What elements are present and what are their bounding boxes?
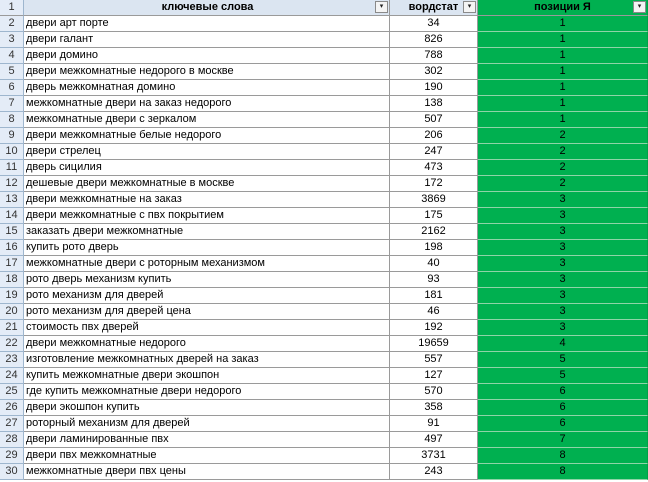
position-cell[interactable]: 4 [478,336,648,352]
column-header-wordstat[interactable] [390,0,478,16]
wordstat-cell[interactable]: 93 [390,272,478,288]
table-row [0,368,648,384]
row-number[interactable]: 25 [0,384,24,400]
position-cell[interactable]: 1 [478,64,648,80]
table-row [0,256,648,272]
row-number[interactable]: 13 [0,192,24,208]
position-cell[interactable]: 3 [478,256,648,272]
keyword-cell[interactable]: рото дверь механизм купить [24,272,390,288]
table-row [0,96,648,112]
wordstat-cell[interactable]: 358 [390,400,478,416]
keyword-cell[interactable]: межкомнатные двери с роторным механизмом [24,256,390,272]
wordstat-cell[interactable]: 243 [390,464,478,480]
keyword-cell[interactable]: дешевые двери межкомнатные в москве [24,176,390,192]
row-number[interactable]: 20 [0,304,24,320]
position-cell[interactable]: 1 [478,16,648,32]
row-number[interactable]: 15 [0,224,24,240]
table-row [0,304,648,320]
wordstat-cell[interactable]: 473 [390,160,478,176]
wordstat-cell[interactable]: 3869 [390,192,478,208]
row-number[interactable]: 16 [0,240,24,256]
table-row [0,176,648,192]
table-row [0,336,648,352]
position-cell[interactable]: 2 [478,144,648,160]
keyword-cell[interactable]: двери межкомнатные недорого в москве [24,64,390,80]
wordstat-cell[interactable]: 127 [390,368,478,384]
keyword-cell[interactable]: стоимость пвх дверей [24,320,390,336]
position-cell[interactable]: 3 [478,272,648,288]
row-number[interactable]: 26 [0,400,24,416]
wordstat-cell[interactable]: 497 [390,432,478,448]
wordstat-cell[interactable]: 138 [390,96,478,112]
keyword-cell[interactable]: купить межкомнатные двери экошпон [24,368,390,384]
position-cell[interactable]: 6 [478,384,648,400]
position-cell[interactable]: 8 [478,448,648,464]
column-header-wordstat-label: вордстат [408,1,459,13]
keyword-cell[interactable]: изготовление межкомнатных дверей на заказ [24,352,390,368]
wordstat-cell[interactable]: 181 [390,288,478,304]
position-cell[interactable]: 2 [478,176,648,192]
wordstat-cell[interactable]: 507 [390,112,478,128]
position-cell[interactable]: 3 [478,224,648,240]
table-row [0,464,648,480]
position-cell[interactable]: 6 [478,400,648,416]
row-number[interactable]: 4 [0,48,24,64]
keyword-cell[interactable]: купить рото дверь [24,240,390,256]
keyword-cell[interactable]: двери галант [24,32,390,48]
keyword-cell[interactable]: роторный механизм для дверей [24,416,390,432]
table-row [0,224,648,240]
row-number[interactable]: 8 [0,112,24,128]
filter-dropdown-icon[interactable]: ▾ [375,1,388,13]
keyword-cell[interactable]: межкомнатные двери на заказ недорого [24,96,390,112]
table-row [0,352,648,368]
table-row [0,208,648,224]
row-number[interactable]: 7 [0,96,24,112]
position-cell[interactable]: 7 [478,432,648,448]
table-row [0,384,648,400]
position-cell[interactable]: 2 [478,128,648,144]
wordstat-cell[interactable]: 34 [390,16,478,32]
row-number[interactable]: 28 [0,432,24,448]
table-row [0,128,648,144]
position-cell[interactable]: 5 [478,368,648,384]
table-row [0,32,648,48]
position-cell[interactable]: 3 [478,320,648,336]
row-number[interactable]: 19 [0,288,24,304]
keyword-cell[interactable]: двери пвх межкомнатные [24,448,390,464]
table-row [0,320,648,336]
keyword-cell[interactable]: двери экошпон купить [24,400,390,416]
row-number[interactable]: 9 [0,128,24,144]
column-header-positions[interactable] [478,0,648,16]
table-row [0,416,648,432]
keyword-cell[interactable]: двери межкомнатные белые недорого [24,128,390,144]
position-cell[interactable]: 3 [478,192,648,208]
wordstat-cell[interactable]: 172 [390,176,478,192]
table-row [0,400,648,416]
table-row [0,48,648,64]
row-number[interactable]: 24 [0,368,24,384]
keyword-cell[interactable]: межкомнатные двери пвх цены [24,464,390,480]
row-number[interactable]: 5 [0,64,24,80]
column-header-keywords[interactable] [24,0,390,16]
row-number[interactable]: 11 [0,160,24,176]
table-row [0,64,648,80]
wordstat-cell[interactable]: 557 [390,352,478,368]
wordstat-cell[interactable]: 570 [390,384,478,400]
row-number[interactable]: 27 [0,416,24,432]
position-cell[interactable]: 5 [478,352,648,368]
keyword-cell[interactable]: рото механизм для дверей цена [24,304,390,320]
column-header-keywords-label: ключевые слова [161,1,254,13]
keyword-cell[interactable]: заказать двери межкомнатные [24,224,390,240]
table-row [0,160,648,176]
row-number[interactable]: 10 [0,144,24,160]
row-number[interactable]: 2 [0,16,24,32]
row-number[interactable]: 12 [0,176,24,192]
keyword-cell[interactable]: где купить межкомнатные двери недорого [24,384,390,400]
table-row [0,16,648,32]
table-row [0,192,648,208]
row-number[interactable]: 17 [0,256,24,272]
keyword-cell[interactable]: двери межкомнатные с пвх покрытием [24,208,390,224]
row-number[interactable]: 30 [0,464,24,480]
wordstat-cell[interactable]: 190 [390,80,478,96]
row-number[interactable]: 14 [0,208,24,224]
table-row [0,448,648,464]
wordstat-cell[interactable]: 19659 [390,336,478,352]
wordstat-cell[interactable]: 46 [390,304,478,320]
sort-filter-icon[interactable]: ▾ [633,1,646,13]
keyword-cell[interactable]: двери ламинированные пвх [24,432,390,448]
position-cell[interactable]: 8 [478,464,648,480]
wordstat-cell[interactable]: 198 [390,240,478,256]
position-cell[interactable]: 1 [478,80,648,96]
position-cell[interactable]: 1 [478,48,648,64]
header-row [0,0,648,16]
keyword-cell[interactable]: двери стрелец [24,144,390,160]
wordstat-cell[interactable]: 302 [390,64,478,80]
position-cell[interactable]: 3 [478,288,648,304]
wordstat-cell[interactable]: 826 [390,32,478,48]
wordstat-cell[interactable]: 2162 [390,224,478,240]
keyword-cell[interactable]: двери домино [24,48,390,64]
table-row [0,272,648,288]
table-row [0,240,648,256]
wordstat-cell[interactable]: 40 [390,256,478,272]
table-row [0,80,648,96]
keyword-cell[interactable]: дверь сицилия [24,160,390,176]
position-cell[interactable]: 6 [478,416,648,432]
wordstat-cell[interactable]: 91 [390,416,478,432]
wordstat-cell[interactable]: 175 [390,208,478,224]
position-cell[interactable]: 2 [478,160,648,176]
row-number[interactable]: 23 [0,352,24,368]
keyword-cell[interactable]: двери межкомнатные на заказ [24,192,390,208]
position-cell[interactable]: 1 [478,32,648,48]
table-row [0,432,648,448]
wordstat-cell[interactable]: 3731 [390,448,478,464]
keyword-cell[interactable]: двери арт порте [24,16,390,32]
table-row [0,112,648,128]
keyword-cell[interactable]: двери межкомнатные недорого [24,336,390,352]
wordstat-cell[interactable]: 247 [390,144,478,160]
position-cell[interactable]: 3 [478,240,648,256]
keyword-cell[interactable]: межкомнатные двери с зеркалом [24,112,390,128]
row-number[interactable]: 18 [0,272,24,288]
row-number[interactable]: 29 [0,448,24,464]
row-number[interactable]: 21 [0,320,24,336]
wordstat-cell[interactable]: 192 [390,320,478,336]
row-number[interactable]: 6 [0,80,24,96]
filter-dropdown-icon[interactable]: ▾ [463,1,476,13]
table-row [0,288,648,304]
keyword-cell[interactable]: рото механизм для дверей [24,288,390,304]
row-number[interactable]: 22 [0,336,24,352]
column-header-positions-label: позиции Я [534,1,591,13]
wordstat-cell[interactable]: 206 [390,128,478,144]
position-cell[interactable]: 3 [478,304,648,320]
wordstat-cell[interactable]: 788 [390,48,478,64]
keyword-cell[interactable]: дверь межкомнатная домино [24,80,390,96]
row-number[interactable]: 3 [0,32,24,48]
table-row [0,144,648,160]
position-cell[interactable]: 3 [478,208,648,224]
row-number-header[interactable]: 1 [0,0,24,16]
position-cell[interactable]: 1 [478,112,648,128]
data-rows [0,16,648,480]
position-cell[interactable]: 1 [478,96,648,112]
